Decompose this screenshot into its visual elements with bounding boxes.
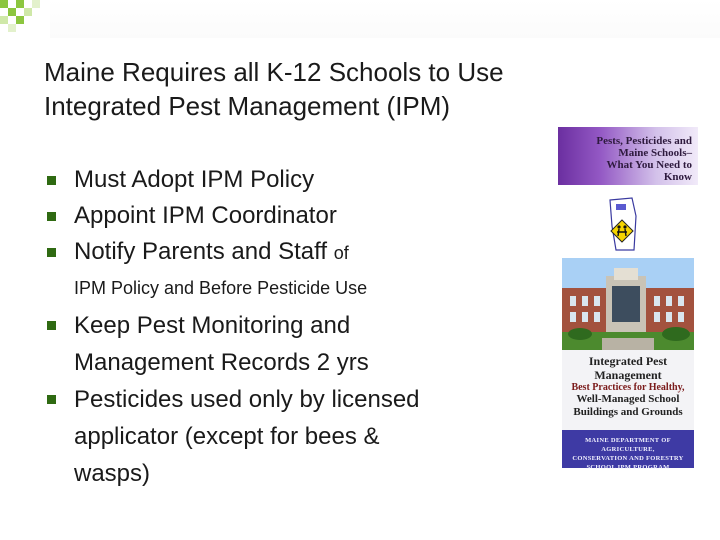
bullet-text: Notify Parents and Staff — [74, 238, 328, 265]
bullet-square-icon — [47, 321, 56, 330]
guide-subtitle-line: Well-Managed School — [576, 393, 680, 405]
publisher-band — [562, 430, 694, 471]
maine-school-sign-icon — [606, 196, 638, 252]
brochure-title-line: Know — [663, 171, 692, 183]
bullet-text: Keep Pest Monitoring and Management Records 2 yrs — [74, 312, 369, 376]
bullet-list — [44, 162, 424, 492]
brochure-title — [596, 135, 692, 183]
brochure-cover-image — [558, 127, 698, 185]
publisher-line: CONSERVATION AND FORESTRY — [572, 455, 684, 462]
slide-title — [44, 55, 644, 123]
bullet-item — [44, 234, 424, 271]
brochure-title-line: Pests, Pesticides and — [596, 135, 692, 147]
bullet-item — [44, 307, 424, 381]
bullet-square-icon — [47, 395, 56, 404]
brochure-title-line: Maine Schools– — [618, 147, 692, 159]
bullet-text: Must Adopt IPM Policy — [74, 166, 315, 193]
guide-title-line: Integrated Pest — [588, 354, 668, 368]
title-line-2: Integrated Pest Management (IPM) — [44, 91, 451, 121]
corner-decoration — [0, 0, 50, 40]
bullet-continuation: IPM Policy and Before Pesticide Use — [74, 278, 368, 298]
bullet-text-tail: of — [333, 243, 349, 263]
guide-title — [562, 354, 694, 419]
bullet-square-icon — [47, 212, 56, 221]
brochure-title-line: What You Need to — [606, 159, 692, 171]
bullet-square-icon — [47, 176, 56, 185]
bullet-square-icon — [47, 248, 56, 257]
publisher-text — [562, 430, 694, 472]
bullet-item — [44, 381, 424, 492]
school-building-photo — [562, 258, 694, 350]
guide-subtitle-line: Best Practices for Healthy, — [571, 382, 685, 393]
header-band — [50, 0, 720, 38]
bullet-item — [44, 198, 424, 234]
bullet-text: Appoint IPM Coordinator — [74, 202, 337, 229]
bullet-item — [44, 162, 424, 198]
publisher-line: MAINE DEPARTMENT OF AGRICULTURE, — [585, 437, 671, 453]
guide-subtitle-line: Buildings and Grounds — [573, 406, 683, 418]
guide-title-line: Management — [594, 368, 662, 382]
bullet-text: Pesticides used only by licensed applicator (except for bees & wasps) — [74, 386, 420, 487]
title-line-1: Maine Requires all K-12 Schools to Use — [44, 57, 504, 87]
ipm-guide-cover — [562, 258, 694, 471]
publisher-line: SCHOOL IPM PROGRAM — [586, 464, 670, 471]
